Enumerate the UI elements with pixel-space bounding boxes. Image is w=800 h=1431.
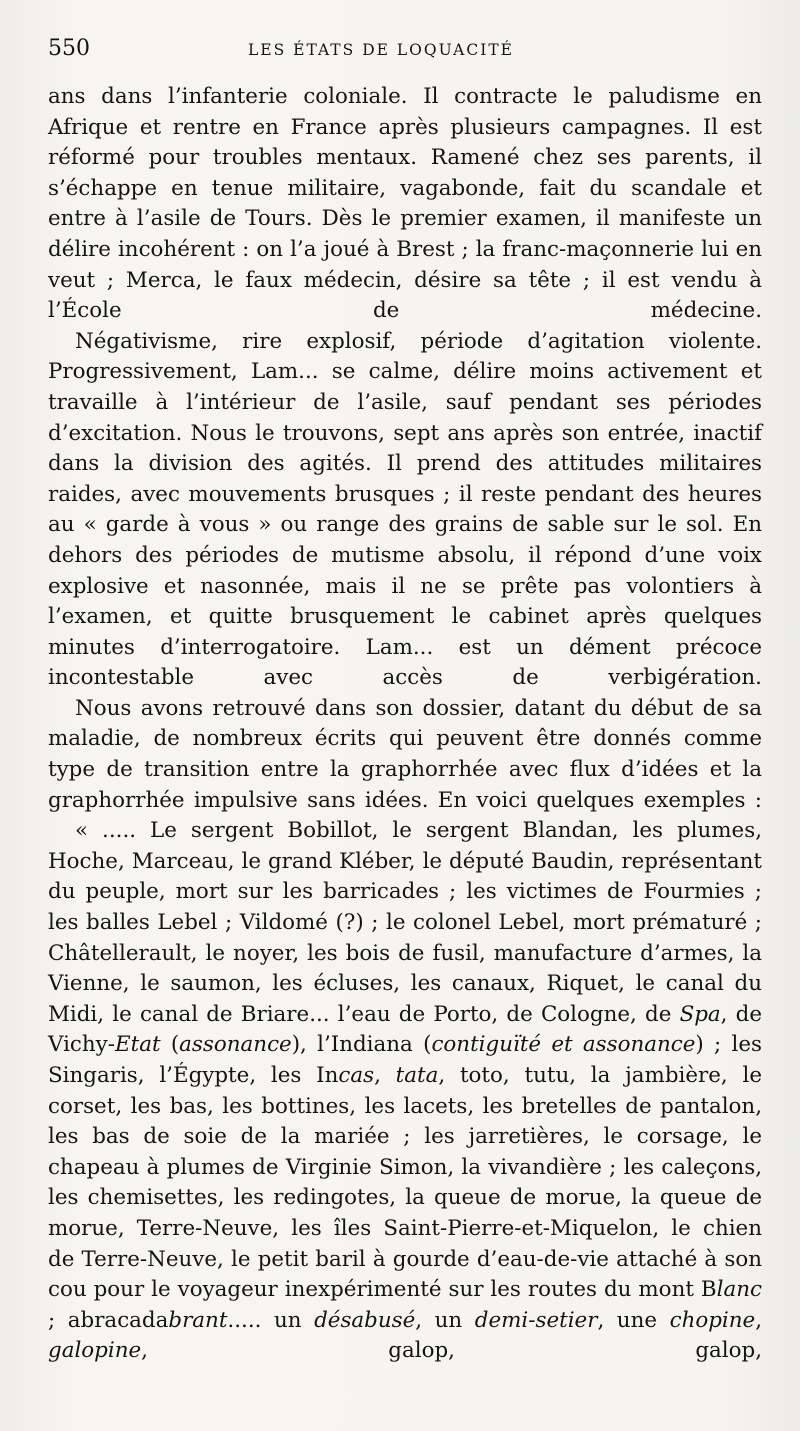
italic-run: Etat xyxy=(114,1032,161,1058)
italic-run: brant xyxy=(168,1307,228,1333)
text-run: ( xyxy=(160,1032,180,1058)
paragraph-progression: Négativisme, rire explosif, période d’agitation violente. Progressivement, Lam... se calme, délire moins activement et travaille à l’intérieur de l’asile, sauf pendant ses périodes d’excitation. Nous le trouvons, sept ans après son entrée, inactif dans la division des agités. Il prend des attitudes militaires raides, avec mouvements brusques ; il reste pendant des heures au « garde à vous » ou range des grains de sable sur le sol. En dehors des périodes de mutisme absolu, il répond d’une voix explosive et nasonnée, mais il ne se prête pas volontiers à l’examen, et quitte brusquement le cabinet après quelques minutes d’interrogatoire. Lam... est un dément précoce incontestable avec accès de verbigération. xyxy=(48,328,762,691)
italic-run: assonance xyxy=(179,1032,292,1058)
text-run: , un xyxy=(415,1307,475,1333)
paragraph-case-history: ans dans l’infanterie coloniale. Il contracte le paludisme en Afrique et rentre en France après plusieurs campagnes. Il est réformé pour troubles mentaux. Ramené chez ses parents, il s’échappe en tenue militaire, vagabonde, fait du scandale et entre à l’asile de Tours. Dès le premier examen, il manifeste un délire incohérent : on l’a joué à Brest ; la franc-maçonnerie lui en veut ; Merca, le faux médecin, désire sa tête ; il est vendu à l’École de médecine. xyxy=(48,84,762,324)
text-run: , toto, tutu, la jambière, le corset, les bas, les bottines, les lacets, les bretelles de pantalon, les bas de soie de la mariée ; les jarretières, le corsage, le chapeau à plumes de Virginie Simon, la vivandière ; les caleçons, les chemisettes, les redingotes, la queue de morue, la queue de morue, Terre-Neuve, les îles Saint-Pierre-et-Miquelon, le chien de Terre-Neuve, le petit baril à gourde d’eau-de-vie attaché à son cou pour le voyageur inexpérimenté sur les routes du mont B xyxy=(48,1063,762,1303)
italic-run: galopine xyxy=(48,1338,142,1364)
running-head-title: LES ÉTATS DE LOQUACITÉ xyxy=(248,41,514,59)
text-run: , de Vichy- xyxy=(48,1001,763,1058)
italic-run: Spa xyxy=(679,1001,721,1027)
text-run: ), l’Indiana ( xyxy=(291,1032,432,1058)
italic-run: demi-setier xyxy=(474,1307,598,1333)
paragraph-writings-intro: Nous avons retrouvé dans son dossier, datant du début de sa maladie, de nombreux écrits qui peuvent être donnés comme type de transition entre la graphorrhée avec flux d’idées et la graphorrhée impulsive sans idées. En voici quelques exemples : xyxy=(48,695,762,813)
page-number: 550 xyxy=(48,36,90,61)
text-run: , une xyxy=(597,1307,670,1333)
italic-run: cas xyxy=(338,1063,375,1088)
body-text xyxy=(48,82,762,1367)
text-run: ) ; les Singaris, l’Égypte, les In xyxy=(48,1032,762,1088)
italic-run: chopine xyxy=(669,1307,756,1333)
text-run: « ..... Le sergent Bobillot, le sergent Blandan, les plumes, Hoche, Marceau, le grand Kléber, le député Baudin, représentant du peuple, mort sur les barricades ; les victimes de Fourmies ; les balles Lebel ; Vildomé (?) ; le colonel Lebel, mort prématuré ; Châtellerault, le noyer, les bois de fusil, manufacture d’armes, la Vienne, le saumon, les écluses, les canaux, Riquet, le canal du Midi, le canal de Briare... l’eau de Porto, de Cologne, de xyxy=(48,818,762,1027)
italic-run: désabusé xyxy=(314,1307,416,1333)
italic-run: lanc xyxy=(716,1277,762,1303)
italic-run: contiguïté et assonance xyxy=(431,1032,696,1058)
text-run: , galop, galop, xyxy=(141,1338,762,1364)
running-head xyxy=(48,36,762,82)
text-run: ..... un xyxy=(227,1307,315,1333)
text-run: , xyxy=(755,1307,763,1333)
italic-run: tata xyxy=(395,1063,439,1088)
quoted-writing-excerpt xyxy=(48,816,762,1367)
text-run: , xyxy=(374,1063,396,1088)
text-run: ; abracada xyxy=(48,1307,169,1333)
